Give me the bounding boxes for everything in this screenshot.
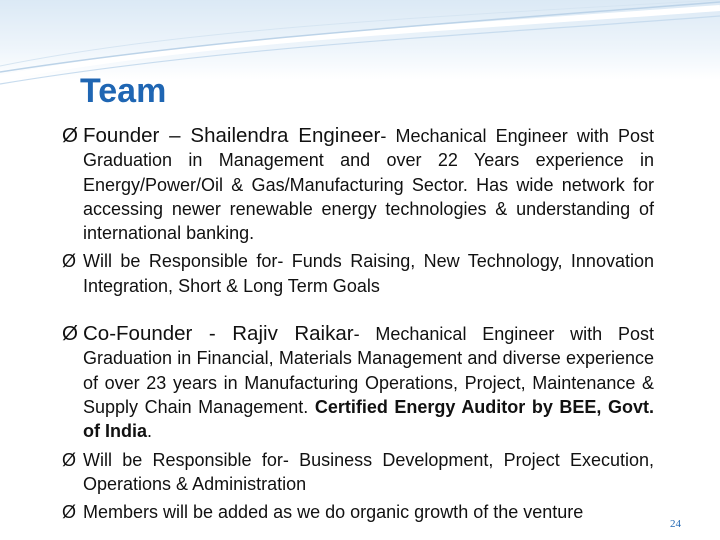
cofounder-name: Co-Founder - Rajiv Raikar [83, 322, 354, 346]
founder-role: Will be Responsible for- Funds Raising, New Technology, Innovation Integration, Short & Long Term Goals [83, 251, 654, 296]
arrow-bullet-icon: Ø [62, 322, 78, 346]
members-note: Members will be added as we do organic growth of the venture [83, 502, 584, 523]
arrow-bullet-icon: Ø [62, 502, 77, 523]
founder-role-bullet [62, 249, 654, 298]
cofounder-role: Will be Responsible for- Business Development, Project Execution, Operations & Administration [83, 449, 654, 494]
page-number: 24 [670, 518, 681, 530]
team-content [62, 124, 654, 524]
arrow-bullet-icon: Ø [62, 251, 77, 272]
founder-name: Founder – Shailendra Engineer [83, 124, 381, 147]
cofounder-certification: Certified Energy Auditor by BEE, Govt. of India [83, 396, 654, 442]
cofounder-description: - Mechanical Engineer with Post Graduation in Financial, Materials Management and diverse experience of over 23 years in Manufacturing Operations, Project, Maintenance & Supply Chain Management. [83, 324, 654, 417]
cofounder-role-bullet [62, 448, 654, 497]
arrow-bullet-icon: Ø [62, 449, 77, 470]
cofounder-bullet [62, 322, 654, 443]
founder-bullet [62, 124, 654, 245]
founder-description: - Mechanical Engineer with Post Graduation in Management and over 22 Years experience in Energy/Power/Oil & Gas/Manufacturing Sector. Has wide network for accessing newer renewable energy technologies & understanding of international banking. [83, 126, 654, 244]
members-bullet [62, 500, 654, 524]
slide-title: Team [80, 72, 167, 110]
cofounder-period: . [147, 421, 153, 442]
arrow-bullet-icon: Ø [62, 124, 78, 147]
